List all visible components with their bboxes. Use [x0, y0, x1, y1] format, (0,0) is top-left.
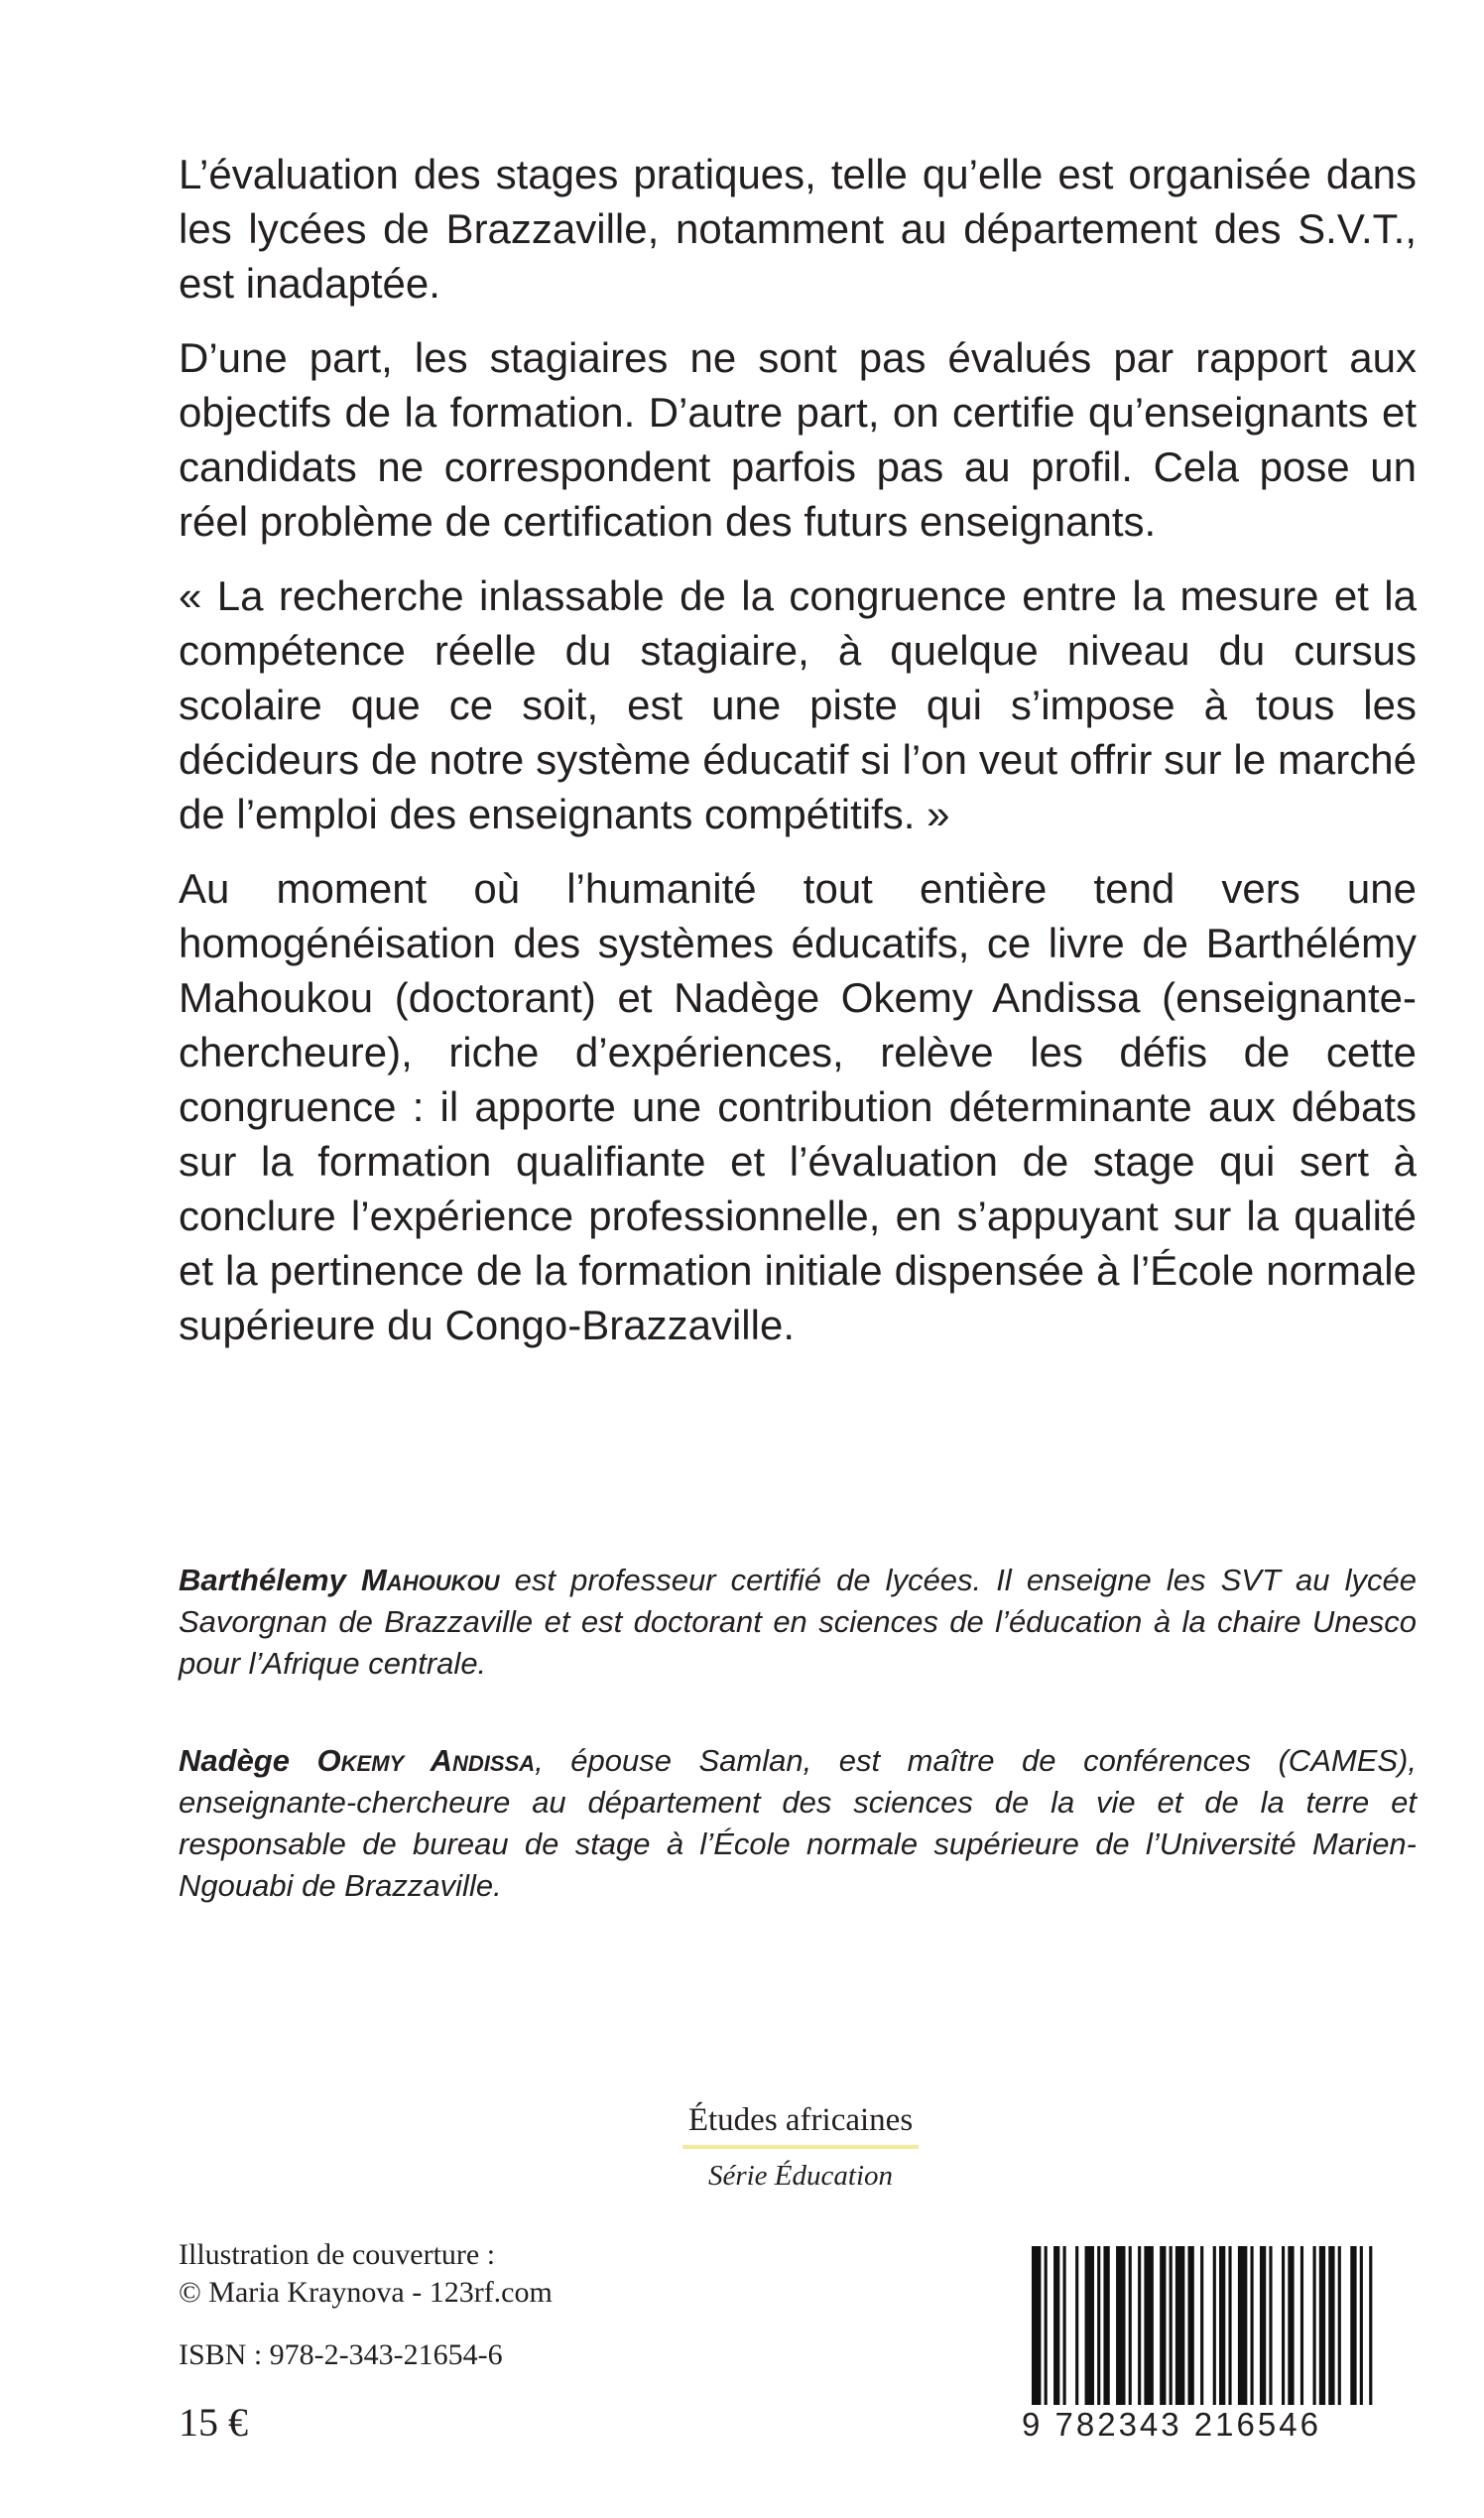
isbn: ISBN : 978-2-343-21654-6: [179, 2338, 503, 2371]
author-name: Barthélemy Mahoukou: [179, 1563, 500, 1597]
paragraph-intro: L’évaluation des stages pratiques, telle qu’elle est organisée dans les lycées de Brazzaville, notamment au département des S.V.T., est inadaptée.: [179, 151, 1417, 307]
author-name: Nadège Okemy Andissa: [179, 1743, 536, 1778]
credits-label: Illustration de couverture :: [179, 2238, 496, 2271]
series-subtitle: Série Éducation: [707, 2160, 894, 2192]
paragraph-summary: Au moment où l’humanité tout entière tend vers une homogénéisation des systèmes éducatifs, ce livre de Barthélémy Mahoukou (doctorant) et Nadège Okemy Andissa (enseignante-chercheure), riche d’expériences, relève les défis de cette congruence : il apporte une contribution déterminante aux débats sur la formation qualifiante et l’évaluation de stage qui sert à conclure l’expérience professionnelle, en s’appuyant sur la qualité et la pertinence de la formation initiale dispensée à l’École normale supérieure du Congo-Brazzaville.: [179, 865, 1417, 1348]
credits-value: © Maria Kraynova - 123rf.com: [179, 2276, 553, 2309]
paragraph-quote: « La recherche inlassable de la congruence entre la mesure et la compétence réelle du stagiaire, à quelque niveau du cursus scolaire que ce soit, est une piste qui s’impose à tous les décideurs de notre système éducatif si l’on veut offrir sur le marché de l’emploi des enseignants compétitifs. »: [179, 572, 1417, 837]
series-logo: [682, 2099, 919, 2197]
paragraph-problem: D’une part, les stagiaires ne sont pas évalués par rapport aux objectifs de la formation. D’autre part, on certifie qu’enseignants et candidats ne correspondent parfois pas au profil. Cela pose un réel problème de certification des futurs enseignants.: [179, 334, 1417, 545]
cover-credits: [179, 2236, 553, 2312]
author-bio-mahoukou: [179, 1560, 1417, 1685]
author-bio-text: est professeur certifié de lycées. Il enseigne les SVT au lycée Savorgnan de Brazzaville et est doctorant en sciences de l’éducation à la chaire Unesco pour l’Afrique centrale.: [179, 1563, 1417, 1681]
back-cover-text: [179, 147, 1417, 1372]
barcode-digits: 9 782343 216546: [1022, 2405, 1448, 2445]
series-title: Études africaines: [682, 2099, 919, 2149]
price: 15 €: [179, 2400, 248, 2445]
author-bio-text: , épouse Samlan, est maître de conférences (CAMES), enseignante-chercheure au département des sciences de la vie et de la terre et responsable de bureau de stage à l’École normale supérieure de l’Université Marien-Ngouabi de Brazzaville.: [179, 1743, 1417, 1903]
author-bio-okemy-andissa: [179, 1740, 1417, 1907]
